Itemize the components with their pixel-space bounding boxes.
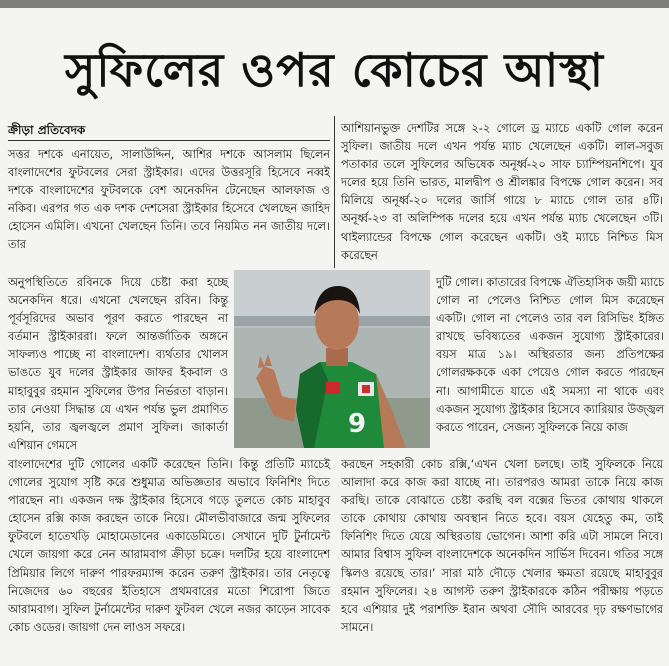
byline-rule	[8, 140, 330, 141]
right-column-text: আশিয়ানভুক্ত দেশটির সঙ্গে ২-২ গোলে ড্র ম্যাচে একটি গোল করেন সুফিল। জাতীয় দলে এখন পর্যন্ত ম্যাচ খেলেছেন একটি। লাল-সবুজ পতাকার তলে সুফিলের অভিষেক অনূর্ধ্ব-২০ সাফ চ্যাম্পিয়নশিপে। যুব দলের হয়ে তিনি ভারত, মালদ্বীপ ও শ্রীলঙ্কার বিপক্ষে গোল করেন। সব মিলিয়ে অনূর্ধ্ব-২০ দলের জার্সি গায়ে ৮ ম্যাচে গোল তার ৪টি। অনূর্ধ্ব-২৩ বা অলিম্পিক দলের হয়ে এখন পর্যন্ত ম্যাচ খেলেছেন ৩টি। থাইল্যান্ডের বিপক্ষে গোল করেছেন একটি। ওই ম্যাচে নিশ্চিত মিস করেছেন	[341, 122, 663, 262]
top-border-bar	[0, 0, 669, 8]
byline: ক্রীড়া প্রতিবেদক	[8, 123, 86, 137]
left-wrap-text: অনুপস্থিতিতে রবিনকে দিয়ে চেষ্টা করা হচ্ছে অনেকদিন ধরে। এখনো খেলছেন রবিন। কিন্তু পূর্বসূরিদের অভাব পূরণ করতে পারছেন না বর্তমান স্ট্রাইকাররা। ফলে আন্তর্জাতিক অঙ্গনে সাফল্যও পাচ্ছে না বাংলাদেশ। ব্যর্থতার খোলস ভাঙতে যুব দলের স্ট্রাইকার জাফর ইকবাল ও মাহাবুবুর রহমান সুফিলের উপর নির্ভরতা বাড়ান। তার নেওয়া সিদ্ধান্ত যে এখন পর্যন্ত ভুল প্রমাণিত হয়নি, তার জ্বলজ্বলে প্রমাণ সুফিল। জাকার্তা এশিয়ান গেমসে	[8, 276, 228, 452]
bottom-right-text: করছেন সহকারী কোচ রক্সি,‘এখন খেলা চলছে। তাই সুফিলকে নিয়ে আলাদা করে কাজ করা যাচ্ছে না। তারপরও আমরা তাকে নিয়ে কাজ করছি। তাকে বোঝাতে চেষ্টা করছি বল বক্সের ভিতর কোথায় থাকলে তাকে কোথায় কোথায় অবস্থান নিতে হবে। বয়স যেহেতু কম, তাই ফিনিশিং দিতে যেয়ে অস্থিরতায় ভোগেন। আশা করি এটা সামলে নিবে। আমার বিশ্বাস সুফিল বাংলাদেশকে অনেকদিন সার্ভিস দিবেন। গতির সঙ্গে স্কিলও রয়েছে তার।’ সারা মাঠ দৌড়ে খেলার ক্ষমতা রয়েছে মাহাবুবুর রহমান সুফিলের। ২৪ আগস্ট তরুণ স্ট্রাইকারকে কঠিন পরীক্ষায় পড়তে হবে এশিয়ার দুই পরাশক্তি ইরান অথবা সৌদি আরবের দৃঢ় রক্ষণভাগের সামনে।	[341, 458, 663, 634]
left-column-text: সত্তর দশকে এনায়েত, সালাউদ্দিন, আশির দশকে আসলাম ছিলেন বাংলাদেশের ফুটবলের সেরা স্ট্রাইকার। এদের উত্তরসূরি হিসেবে নব্বই দশকে বাংলাদেশের ফুটবলকে বেশ অনেকদিন টেনেছেন আলফাজ ও নকিব। এরপর গত এক দশক দেশসেরা স্ট্রাইকার হিসেবে খেলছেন জাহিদ হোসেন এমিলি। এখনো খেলছেন তিনি। তবে নিয়মিত নন জাতীয় দলে। তার	[8, 148, 330, 252]
jersey-number: 9	[348, 409, 367, 439]
bottom-left-text: বাংলাদেশের দুটি গোলের একটি করেছেন তিনি। কিন্তু প্রতিটি ম্যাচেই গোলের সুযোগ সৃষ্টি করে শুধুমাত্র অভিজ্ঞতার অভাবে ফিনিশিং দিতে পারছেন না। একজন দক্ষ স্ট্রাইকার হিসেবে গড়ে তুলতে কোচ মাহাবুব হোসেন রক্সি কাজ করছেন তাকে নিয়ে। মৌলভীবাজারে জন্ম সুফিলের ফুটবলে হাতেখড়ি মোহামেডানের একাডেমিতে। সেখানে দুটি টুর্নামেন্ট খেলে জায়গা করে নেন আরামবাগ ক্রীড়া চক্রে। দলটির হয়ে বাংলাদেশ প্রিমিয়ার লিগে দারুণ পারফরম্যান্স করেন তরুণ স্ট্রাইকার। তার নেতৃত্বে নিজেদের ৬০ বছরের ইতিহাসে প্রথমবারের মতো শিরোপা জিতে আরামবাগ। সুফিল টুর্নামেন্টের দারুণ ফুটবল খেলে নজর কাড়েন সাবেক কোচ ওডের। জায়গা দেন লাওস সফরে।	[8, 458, 330, 634]
player-photo	[234, 270, 430, 448]
column-divider	[334, 116, 335, 268]
headline: সুফিলের ওপর কোচের আস্থা	[65, 43, 604, 97]
right-wrap-text: দুটি গোল। কাতারের বিপক্ষে ঐতিহাসিক জয়ী ম্যাচে গোল না পেলেও নিশ্চিত গোল মিস করেছেন একটি। গোল না পেলেও তার বল রিসিভিং ইঙ্গিত রাখছে ভবিষ্যতের একজন সুযোগ্য স্ট্রাইকারের। বয়স মাত্র ১৯। অস্থিরতার জন্য প্রতিপক্ষের গোলরক্ষককে একা পেয়েও গোল করতে পারছেন না। আগামীতে যাতে এই সমস্যা না থাকে এবং একজন সুযোগ্য স্ট্রাইকার হিসেবে ক্যারিয়ার উজ্জ্বল করতে পারেন, সেজন্য সুফিলকে নিয়ে কাজ	[436, 276, 664, 434]
